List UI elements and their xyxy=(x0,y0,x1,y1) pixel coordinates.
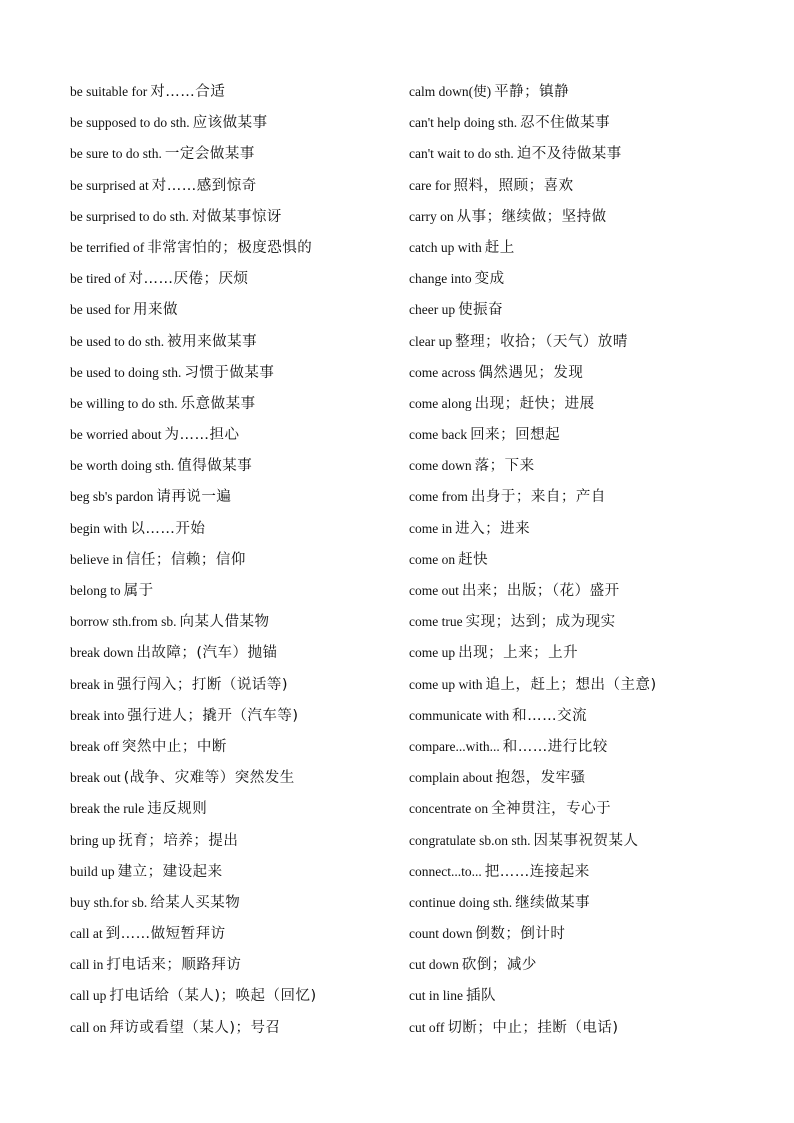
phrase-text: come back xyxy=(409,427,468,443)
phrase-entry xyxy=(70,980,390,1011)
phrase-text: concentrate on xyxy=(409,801,489,817)
phrase-entry xyxy=(70,918,390,949)
phrase-text: come down xyxy=(409,458,472,474)
phrase-meaning: 迫不及待做某事 xyxy=(516,146,622,163)
phrase-meaning: 赶快 xyxy=(458,551,489,568)
phrase-list-left xyxy=(70,76,390,1043)
phrase-text: be willing to do sth. xyxy=(70,395,178,411)
phrase-meaning: 插队 xyxy=(466,988,496,1005)
phrase-entry xyxy=(409,107,769,138)
phrase-entry xyxy=(409,762,769,793)
phrase-entry xyxy=(409,637,769,668)
phrase-text: cheer up xyxy=(409,302,456,318)
phrase-meaning: 对……合适 xyxy=(150,84,226,100)
phrase-entry xyxy=(409,232,769,263)
phrase-text: can't help doing sth. xyxy=(409,115,518,131)
phrase-entry xyxy=(70,388,390,419)
phrase-text: continue doing sth. xyxy=(409,894,513,910)
phrase-meaning: 以……开始 xyxy=(130,520,206,537)
phrase-entry xyxy=(70,513,390,544)
phrase-text: borrow sth.from sb. xyxy=(70,614,177,630)
phrase-text: call up xyxy=(70,988,107,1004)
phrase-meaning: 一定会做某事 xyxy=(164,146,255,163)
phrase-entry xyxy=(70,887,390,918)
phrase-entry xyxy=(70,575,390,606)
phrase-text: call in xyxy=(70,957,104,973)
phrase-text: count down xyxy=(409,926,473,942)
phrase-text: begin with xyxy=(70,520,128,536)
phrase-meaning: 向某人借某物 xyxy=(179,614,270,631)
phrase-meaning: 出现；上来；上升 xyxy=(458,645,579,662)
phrase-text: come along xyxy=(409,395,472,411)
phrase-meaning: 强行进人；撬开（汽车等) xyxy=(127,707,299,724)
phrase-meaning: 倒数；倒计时 xyxy=(475,926,566,943)
phrase-entry xyxy=(409,263,769,294)
phrase-meaning: 出来；出版；（花）盛开 xyxy=(461,583,620,599)
phrase-entry xyxy=(409,544,769,575)
phrase-meaning: 对……感到惊奇 xyxy=(151,177,257,194)
phrase-text: come up with xyxy=(409,676,483,692)
phrase-entry xyxy=(409,949,769,980)
phrase-text: compare...with... xyxy=(409,738,500,754)
phrase-meaning: 信任；信赖；信仰 xyxy=(125,551,246,568)
phrase-text: buy sth.for sb. xyxy=(70,894,148,910)
phrase-entry xyxy=(409,450,769,481)
phrase-meaning: 从事；继续做；坚持做 xyxy=(456,208,607,225)
phrase-text: communicate with xyxy=(409,707,510,723)
phrase-meaning: 和……进行比较 xyxy=(502,738,608,755)
phrase-entry xyxy=(70,201,390,232)
phrase-entry xyxy=(70,606,390,637)
phrase-meaning: 出现；赶快；进展 xyxy=(474,395,595,412)
phrase-text: calm down(使) xyxy=(409,84,492,99)
phrase-entry xyxy=(70,326,390,357)
phrase-meaning: 出故障；(汽车）抛锚 xyxy=(136,645,278,662)
phrase-entry xyxy=(70,419,390,450)
phrase-entry xyxy=(409,170,769,201)
phrase-meaning: 用来做 xyxy=(132,302,178,319)
phrase-text: be used for xyxy=(70,302,130,318)
phrase-entry xyxy=(70,856,390,887)
phrase-meaning: 回来；回想起 xyxy=(470,427,561,444)
phrase-meaning: (战争、灾难等）突然发生 xyxy=(123,770,295,787)
phrase-text: be sure to do sth. xyxy=(70,146,162,162)
phrase-text: connect...to... xyxy=(409,863,482,879)
phrase-meaning: 乐意做某事 xyxy=(180,395,256,412)
phrase-entry xyxy=(70,731,390,762)
phrase-text: believe in xyxy=(70,551,123,567)
phrase-entry xyxy=(70,793,390,824)
phrase-text: clear up xyxy=(409,333,453,349)
phrase-meaning: 把……连接起来 xyxy=(484,863,590,880)
phrase-meaning: 违反规则 xyxy=(147,801,208,818)
phrase-text: can't wait to do sth. xyxy=(409,146,514,162)
phrase-entry xyxy=(70,544,390,575)
phrase-meaning: 对做某事惊讶 xyxy=(191,208,282,225)
phrase-entry xyxy=(409,388,769,419)
phrase-text: complain about xyxy=(409,770,493,786)
phrase-meaning: 拜访或看望（某人)；号召 xyxy=(109,1019,281,1036)
phrase-text: care for xyxy=(409,177,451,193)
phrase-entry xyxy=(70,1012,390,1043)
phrase-meaning: 继续做某事 xyxy=(515,894,591,911)
phrase-entry xyxy=(409,1012,769,1043)
phrase-entry xyxy=(409,825,769,856)
phrase-entry xyxy=(409,357,769,388)
phrase-entry xyxy=(409,731,769,762)
phrase-meaning: 因某事祝贺某人 xyxy=(533,832,639,849)
phrase-meaning: 对……厌倦；厌烦 xyxy=(128,271,249,288)
phrase-entry xyxy=(409,201,769,232)
phrase-entry xyxy=(70,825,390,856)
phrase-meaning: 抱怨，发牢骚 xyxy=(495,770,586,787)
phrase-meaning: 整理；收拾；（天气）放晴 xyxy=(455,333,628,350)
phrase-text: be used to doing sth. xyxy=(70,364,182,380)
phrase-entry xyxy=(409,76,769,107)
phrase-entry xyxy=(70,669,390,700)
phrase-meaning: 砍倒；减少 xyxy=(461,957,537,974)
phrase-text: cut off xyxy=(409,1019,445,1035)
phrase-meaning: 建立；建设起来 xyxy=(117,863,223,880)
phrase-entry xyxy=(409,513,769,544)
phrase-meaning: 打电话给（某人)；唤起（回忆) xyxy=(109,988,317,1005)
phrase-meaning: 进入；进来 xyxy=(455,520,531,537)
phrase-entry xyxy=(409,138,769,169)
phrase-entry xyxy=(409,575,769,606)
phrase-text: belong to xyxy=(70,583,121,598)
phrase-text: break down xyxy=(70,645,134,661)
phrase-meaning: 到……做短暂拜访 xyxy=(105,926,226,943)
phrase-text: change into xyxy=(409,271,472,287)
phrase-meaning: 属于 xyxy=(123,583,154,599)
phrase-text: break out xyxy=(70,770,121,786)
phrase-meaning: 落；下来 xyxy=(474,458,535,475)
phrase-text: be supposed to do sth. xyxy=(70,115,190,131)
phrase-entry xyxy=(70,138,390,169)
phrase-entry xyxy=(70,450,390,481)
phrase-text: come true xyxy=(409,614,463,630)
phrase-entry xyxy=(70,357,390,388)
phrase-text: cut down xyxy=(409,957,459,973)
phrase-entry xyxy=(70,949,390,980)
phrase-meaning: 应该做某事 xyxy=(192,115,268,132)
phrase-text: be suitable for xyxy=(70,84,148,99)
phrase-entry xyxy=(409,419,769,450)
phrase-meaning: 出身于；来自；产自 xyxy=(470,489,606,506)
phrase-text: bring up xyxy=(70,832,116,848)
phrase-text: beg sb's pardon xyxy=(70,489,154,505)
phrase-meaning: 习惯于做某事 xyxy=(184,364,275,381)
phrase-entry xyxy=(70,170,390,201)
phrase-entry xyxy=(409,669,769,700)
phrase-entry xyxy=(70,263,390,294)
phrase-text: be surprised at xyxy=(70,177,149,193)
phrase-meaning: 赶上 xyxy=(484,239,515,256)
phrase-meaning: 值得做某事 xyxy=(177,458,253,475)
phrase-entry xyxy=(409,606,769,637)
phrase-entry xyxy=(70,700,390,731)
phrase-entry xyxy=(70,232,390,263)
phrase-meaning: 实现；达到；成为现实 xyxy=(465,614,616,631)
phrase-entry xyxy=(70,76,390,107)
phrase-entry xyxy=(409,980,769,1011)
phrase-meaning: 为……担心 xyxy=(164,427,240,444)
phrase-entry xyxy=(409,481,769,512)
phrase-meaning: 请再说一遍 xyxy=(156,489,232,506)
phrase-text: break in xyxy=(70,676,114,692)
phrase-meaning: 打电话来；顺路拜访 xyxy=(106,957,242,974)
phrase-text: be terrified of xyxy=(70,239,145,255)
phrase-text: come across xyxy=(409,364,476,380)
phrase-text: be worth doing sth. xyxy=(70,458,175,474)
phrase-entry xyxy=(409,856,769,887)
phrase-entry xyxy=(70,637,390,668)
phrase-text: build up xyxy=(70,863,115,879)
phrase-entry xyxy=(70,294,390,325)
phrase-text: carry on xyxy=(409,208,454,224)
phrase-text: come up xyxy=(409,645,456,661)
phrase-text: be used to do sth. xyxy=(70,333,165,349)
phrase-text: be tired of xyxy=(70,271,126,287)
phrase-text: come in xyxy=(409,520,453,536)
phrase-meaning: 照料，照顾；喜欢 xyxy=(453,177,574,194)
phrase-list-right xyxy=(409,76,769,1043)
phrase-meaning: 追上，赶上；想出（主意) xyxy=(485,676,657,693)
phrase-text: come out xyxy=(409,583,459,598)
phrase-entry xyxy=(409,700,769,731)
phrase-entry xyxy=(70,107,390,138)
phrase-text: cut in line xyxy=(409,988,463,1004)
phrase-meaning: 忍不住做某事 xyxy=(520,115,611,132)
phrase-text: come on xyxy=(409,551,456,567)
phrase-entry xyxy=(70,481,390,512)
phrase-text: come from xyxy=(409,489,468,505)
phrase-entry xyxy=(409,887,769,918)
phrase-entry xyxy=(70,762,390,793)
phrase-entry xyxy=(409,793,769,824)
phrase-meaning: 强行闯入；打断（说话等) xyxy=(116,676,289,693)
phrase-text: call on xyxy=(70,1019,107,1035)
phrase-meaning: 变成 xyxy=(474,271,505,288)
phrase-entry xyxy=(409,326,769,357)
phrase-meaning: 使振奋 xyxy=(458,302,504,319)
phrase-meaning: 被用来做某事 xyxy=(167,333,258,350)
phrase-meaning: 突然中止；中断 xyxy=(121,738,227,755)
phrase-text: break off xyxy=(70,738,119,754)
phrase-entry xyxy=(409,918,769,949)
phrase-meaning: 偶然遇见；发现 xyxy=(478,364,584,381)
phrase-text: break into xyxy=(70,707,125,723)
phrase-text: break the rule xyxy=(70,801,145,817)
phrase-meaning: 切断；中止；挂断（电话) xyxy=(447,1019,619,1036)
phrase-text: be worried about xyxy=(70,427,162,443)
phrase-meaning: 抚育；培养；提出 xyxy=(118,832,239,849)
phrase-meaning: 平静；镇静 xyxy=(494,84,570,100)
phrase-meaning: 和……交流 xyxy=(512,707,588,724)
phrase-text: catch up with xyxy=(409,239,482,255)
phrase-meaning: 非常害怕的；极度恐惧的 xyxy=(147,239,313,256)
phrase-text: congratulate sb.on sth. xyxy=(409,832,531,848)
phrase-meaning: 全神贯注，专心于 xyxy=(491,801,612,818)
phrase-text: be surprised to do sth. xyxy=(70,208,189,224)
phrase-entry xyxy=(409,294,769,325)
phrase-meaning: 给某人买某物 xyxy=(150,894,241,911)
phrase-text: call at xyxy=(70,926,103,942)
